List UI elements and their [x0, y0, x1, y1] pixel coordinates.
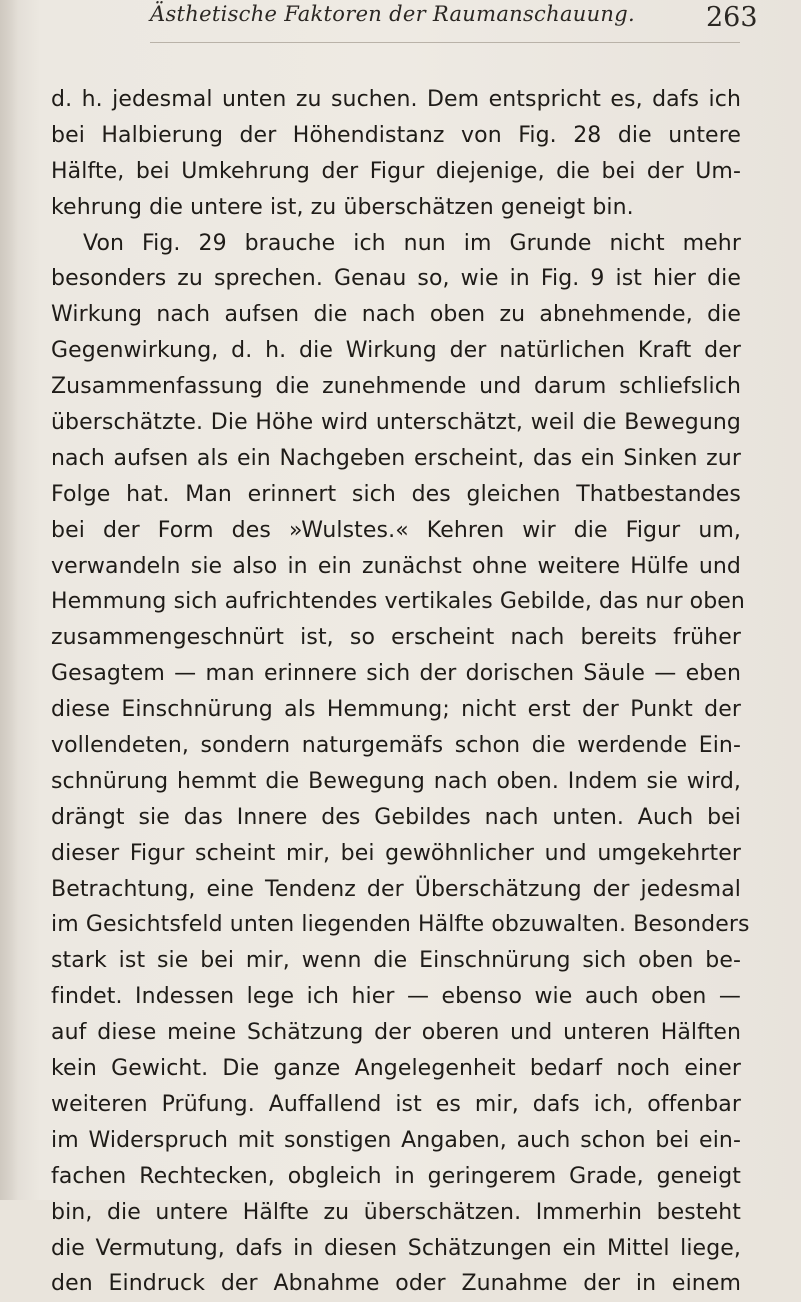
text-line: weiteren Prüfung. Auffallend ist es mir, dafs ich, offenbar — [51, 1091, 741, 1117]
text-line: bei Halbierung der Höhendistanz von Fig. 28 die untere — [51, 122, 741, 148]
text-line: kein Gewicht. Die ganze Angelegenheit bedarf noch einer — [51, 1056, 741, 1082]
text-line: im Widerspruch mit sonstigen Angaben, auch schon bei ein- — [51, 1127, 741, 1153]
text-line: Gegenwirkung, d. h. die Wirkung der natürlichen Kraft der — [51, 338, 741, 364]
text-line: Von Fig. 29 brauche ich nun im Grunde nicht mehr — [83, 230, 741, 256]
text-line: verwandeln sie also in ein zunächst ohne weitere Hülfe und — [51, 553, 741, 579]
text-line: fachen Rechtecken, obgleich in geringerem Grade, geneigt — [51, 1163, 741, 1189]
text-line: Folge hat. Man erinnert sich des gleichen Thatbestandes — [51, 481, 741, 507]
text-line: Betrachtung, eine Tendenz der Überschätzung der jedesmal — [51, 876, 741, 902]
page-gutter-shadow — [0, 0, 18, 1200]
text-line: den Eindruck der Abnahme oder Zunahme der in einem — [51, 1271, 741, 1297]
text-line: findet. Indessen lege ich hier — ebenso wie auch oben — — [51, 984, 741, 1010]
body-text — [51, 82, 750, 1302]
page-header — [0, 0, 801, 52]
text-line: kehrung die untere ist, zu überschätzen geneigt bin. — [51, 194, 634, 220]
text-line: d. h. jedesmal unten zu suchen. Dem entspricht es, dafs ich — [51, 87, 741, 112]
text-line: vollendeten, sondern naturgemäfs schon die werdende Ein- — [51, 733, 741, 759]
text-line: bei der Form des »Wulstes.« Kehren wir die Figur um, — [51, 517, 741, 543]
text-line: bin, die untere Hälfte zu überschätzen. Immerhin besteht — [51, 1199, 741, 1225]
text-line: Hemmung sich aufrichtendes vertikales Gebilde, das nur oben — [51, 589, 745, 615]
text-line: nach aufsen als ein Nachgeben erscheint, das ein Sinken zur — [51, 445, 741, 471]
text-line: Gesagtem — man erinnere sich der dorischen Säule — eben — [51, 661, 741, 687]
text-line: überschätzte. Die Höhe wird unterschätzt, weil die Bewegung — [51, 410, 741, 436]
page-number: 263 — [706, 2, 758, 33]
header-rule — [150, 42, 740, 43]
text-line: Hälfte, bei Umkehrung der Figur diejenige, die bei der Um- — [51, 158, 741, 184]
text-line: besonders zu sprechen. Genau so, wie in Fig. 9 ist hier die — [51, 266, 741, 292]
text-line: stark ist sie bei mir, wenn die Einschnürung sich oben be- — [51, 948, 741, 974]
text-line: drängt sie das Innere des Gebildes nach unten. Auch bei — [51, 804, 741, 830]
text-line: zusammengeschnürt ist, so erscheint nach bereits früher — [51, 625, 741, 651]
text-line: die Vermutung, dafs in diesen Schätzungen ein Mittel liege, — [51, 1235, 741, 1261]
text-line: im Gesichtsfeld unten liegenden Hälfte obzuwalten. Besonders — [51, 912, 750, 938]
text-line: dieser Figur scheint mir, bei gewöhnlicher und umgekehrter — [51, 840, 741, 866]
text-line: Zusammenfassung die zunehmende und darum schliefslich — [51, 374, 741, 400]
running-title: Ästhetische Faktoren der Raumanschauung. — [150, 2, 635, 26]
text-line: schnürung hemmt die Bewegung nach oben. Indem sie wird, — [51, 768, 741, 794]
text-line: diese Einschnürung als Hemmung; nicht erst der Punkt der — [51, 697, 741, 723]
text-line: Wirkung nach aufsen die nach oben zu abnehmende, die — [51, 302, 741, 328]
text-line: auf diese meine Schätzung der oberen und unteren Hälften — [51, 1020, 741, 1046]
